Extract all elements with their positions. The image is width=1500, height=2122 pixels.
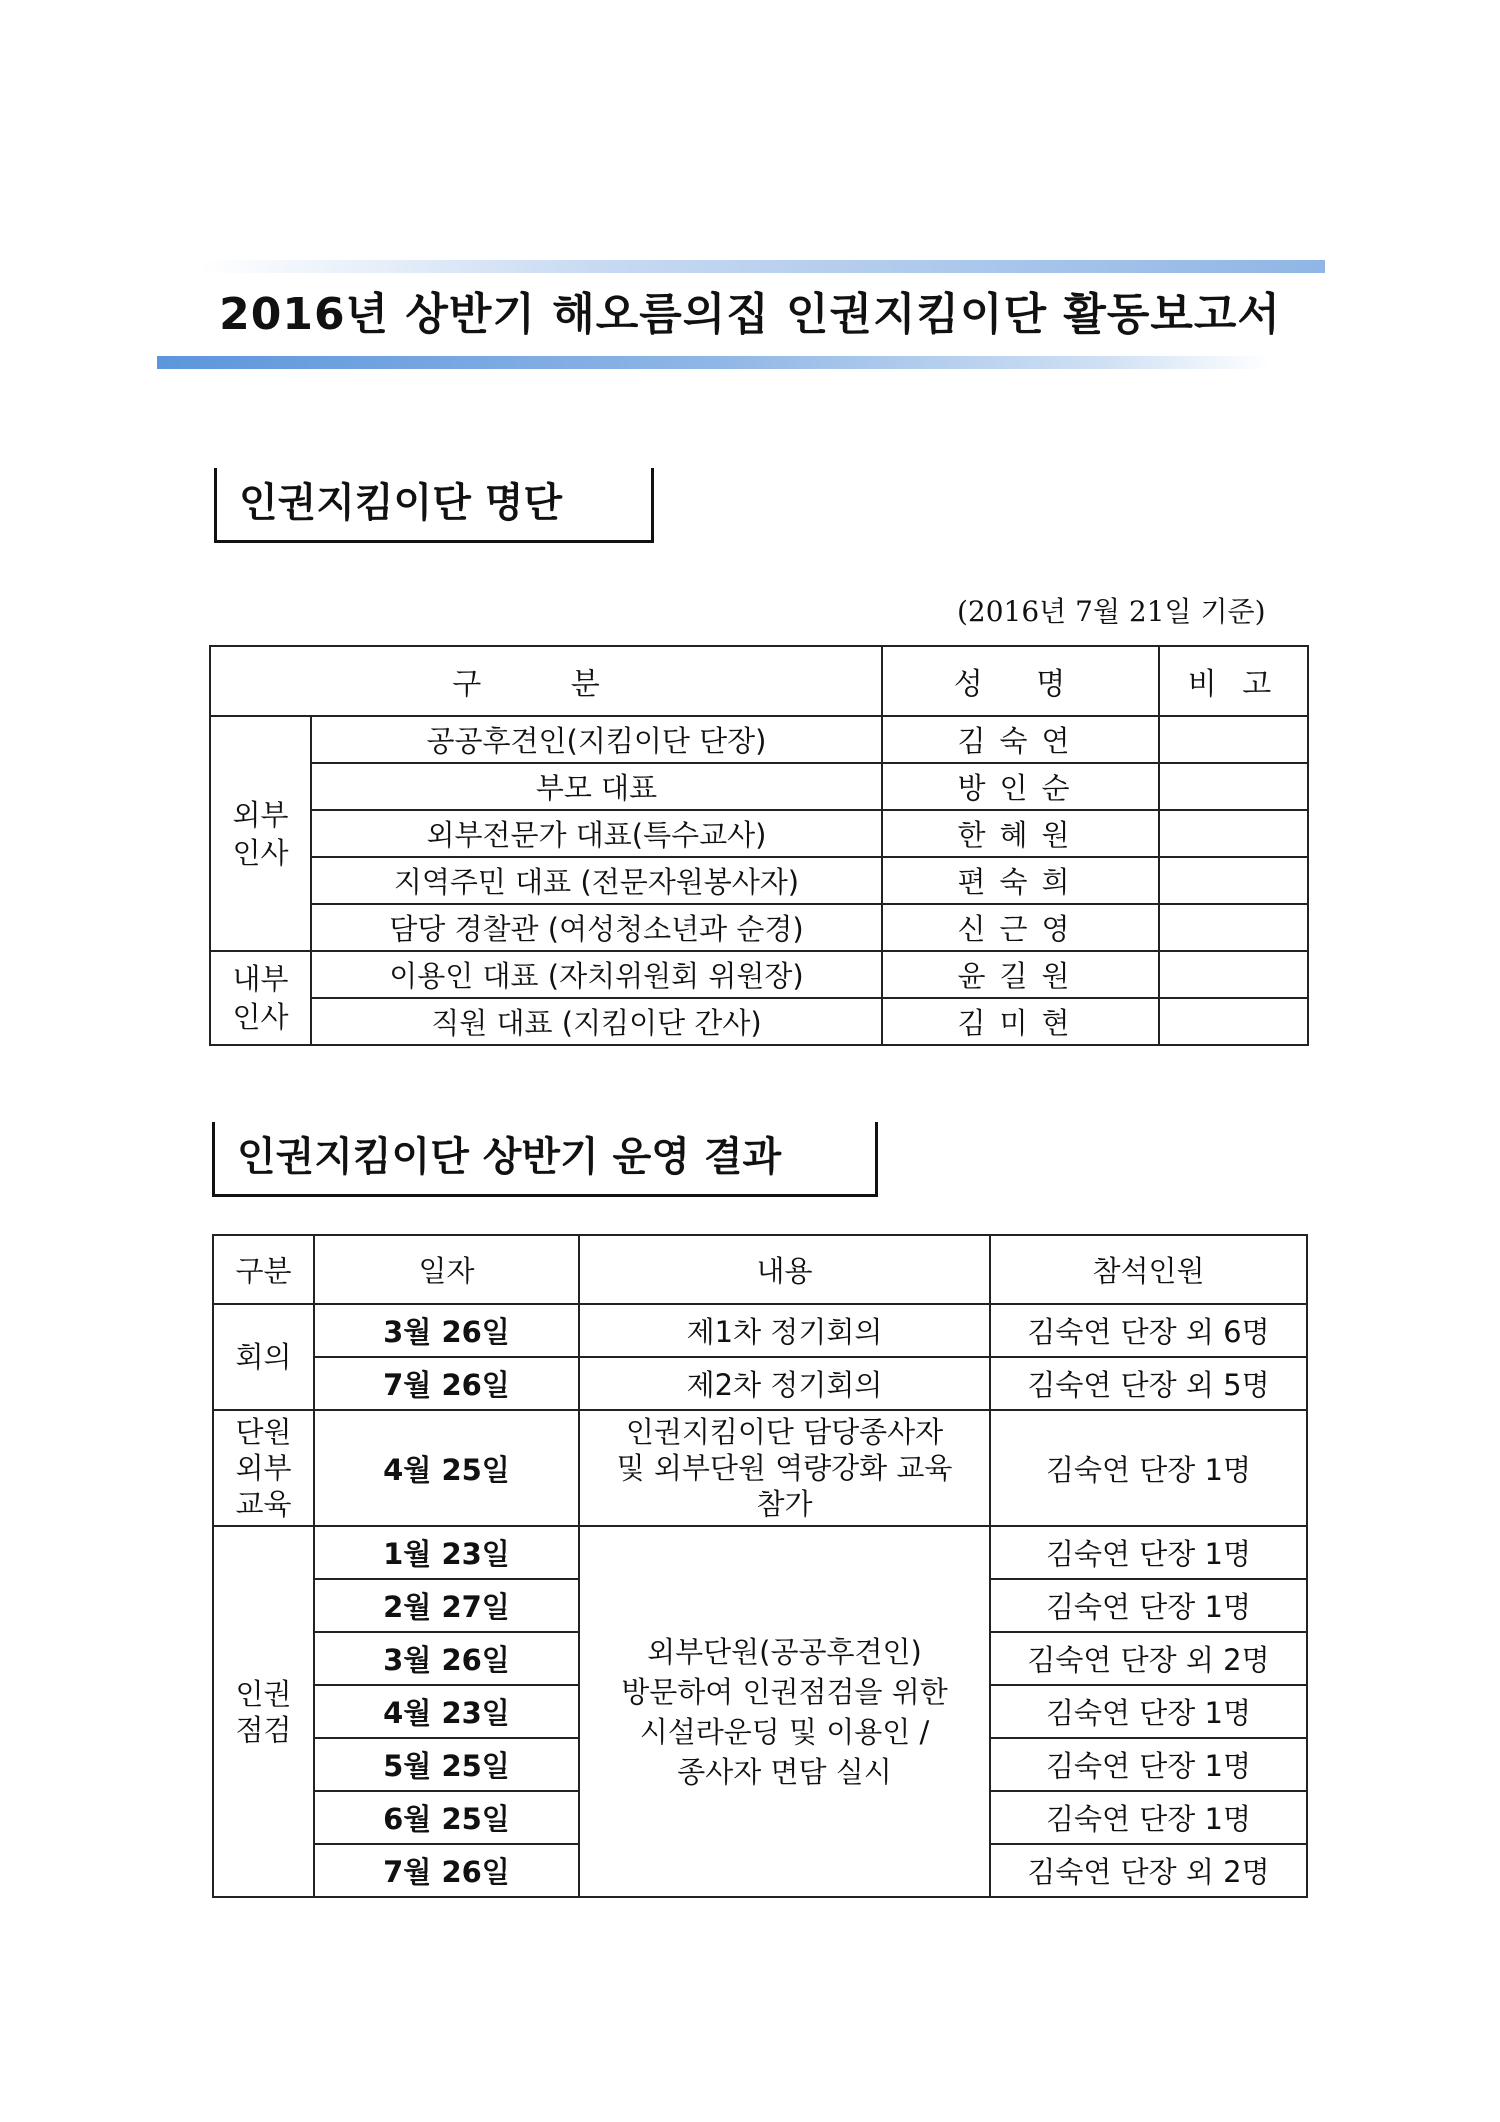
roster-group-internal: 내부 인사 — [210, 951, 311, 1045]
results-header-row — [213, 1235, 1307, 1304]
roster-note — [1159, 763, 1308, 810]
results-date: 4월 23일 — [314, 1685, 579, 1738]
results-date: 3월 26일 — [314, 1304, 579, 1357]
as-of-date: (2016년 7월 21일 기준) — [957, 595, 1266, 628]
roster-name: 방인순 — [882, 763, 1159, 810]
roster-row — [210, 951, 1308, 998]
results-content: 외부단원(공공후견인) 방문하여 인권점검을 위한 시설라운딩 및 이용인 / 종사자 면담 실시 — [579, 1526, 990, 1897]
results-date: 1월 23일 — [314, 1526, 579, 1579]
roster-group-external: 외부 인사 — [210, 716, 311, 951]
roster-table — [209, 645, 1309, 1046]
roster-note — [1159, 951, 1308, 998]
roster-note — [1159, 998, 1308, 1045]
section-roster-title: 인권지킴이단 명단 — [214, 468, 654, 543]
roster-note — [1159, 857, 1308, 904]
roster-row — [210, 763, 1308, 810]
roster-note — [1159, 810, 1308, 857]
results-category-meeting: 회의 — [213, 1304, 314, 1410]
results-attendees: 김숙연 단장 1명 — [990, 1738, 1307, 1791]
results-date: 5월 25일 — [314, 1738, 579, 1791]
roster-role: 외부전문가 대표(특수교사) — [311, 810, 882, 857]
results-attendees: 김숙연 단장 1명 — [990, 1791, 1307, 1844]
roster-role: 이용인 대표 (자치위원회 위원장) — [311, 951, 882, 998]
roster-role: 부모 대표 — [311, 763, 882, 810]
roster-name: 한혜원 — [882, 810, 1159, 857]
results-content: 인권지킴이단 담당종사자 및 외부단원 역량강화 교육 참가 — [579, 1410, 990, 1526]
roster-name: 신근영 — [882, 904, 1159, 951]
results-header-content: 내용 — [579, 1235, 990, 1304]
results-content: 제2차 정기회의 — [579, 1357, 990, 1410]
results-content: 제1차 정기회의 — [579, 1304, 990, 1357]
roster-name: 편숙희 — [882, 857, 1159, 904]
roster-header-note: 비 고 — [1159, 646, 1308, 716]
results-header-attendees: 참석인원 — [990, 1235, 1307, 1304]
roster-header-row — [210, 646, 1308, 716]
results-row — [213, 1410, 1307, 1526]
results-row — [213, 1526, 1307, 1579]
results-attendees: 김숙연 단장 외 6명 — [990, 1304, 1307, 1357]
results-row — [213, 1357, 1307, 1410]
results-header-category: 구분 — [213, 1235, 314, 1304]
section-results-title: 인권지킴이단 상반기 운영 결과 — [212, 1122, 878, 1197]
roster-row — [210, 998, 1308, 1045]
roster-role: 공공후견인(지킴이단 단장) — [311, 716, 882, 763]
results-attendees: 김숙연 단장 외 5명 — [990, 1357, 1307, 1410]
results-header-date: 일자 — [314, 1235, 579, 1304]
results-row — [213, 1304, 1307, 1357]
roster-role: 담당 경찰관 (여성청소년과 순경) — [311, 904, 882, 951]
title-bar-bottom — [157, 356, 1270, 369]
roster-role: 지역주민 대표 (전문자원봉사자) — [311, 857, 882, 904]
roster-row — [210, 857, 1308, 904]
roster-name: 윤길원 — [882, 951, 1159, 998]
results-table — [212, 1234, 1308, 1898]
results-date: 7월 26일 — [314, 1844, 579, 1897]
roster-header-category: 구 분 — [210, 646, 882, 716]
results-category-inspection: 인권 점검 — [213, 1526, 314, 1897]
results-attendees: 김숙연 단장 외 2명 — [990, 1632, 1307, 1685]
roster-note — [1159, 716, 1308, 763]
results-attendees: 김숙연 단장 1명 — [990, 1526, 1307, 1579]
results-date: 4월 25일 — [314, 1410, 579, 1526]
results-attendees: 김숙연 단장 1명 — [990, 1685, 1307, 1738]
results-category-education: 단원 외부 교육 — [213, 1410, 314, 1526]
results-attendees: 김숙연 단장 1명 — [990, 1579, 1307, 1632]
roster-name: 김숙연 — [882, 716, 1159, 763]
results-attendees: 김숙연 단장 외 2명 — [990, 1844, 1307, 1897]
roster-row — [210, 716, 1308, 763]
title-bar-top — [200, 260, 1325, 273]
roster-name: 김미현 — [882, 998, 1159, 1045]
roster-row — [210, 810, 1308, 857]
roster-role: 직원 대표 (지킴이단 간사) — [311, 998, 882, 1045]
results-attendees: 김숙연 단장 1명 — [990, 1410, 1307, 1526]
roster-header-name: 성 명 — [882, 646, 1159, 716]
results-date: 7월 26일 — [314, 1357, 579, 1410]
results-date: 3월 26일 — [314, 1632, 579, 1685]
results-date: 2월 27일 — [314, 1579, 579, 1632]
document-title: 2016년 상반기 해오름의집 인권지킴이단 활동보고서 — [219, 289, 1281, 340]
results-date: 6월 25일 — [314, 1791, 579, 1844]
roster-row — [210, 904, 1308, 951]
roster-note — [1159, 904, 1308, 951]
